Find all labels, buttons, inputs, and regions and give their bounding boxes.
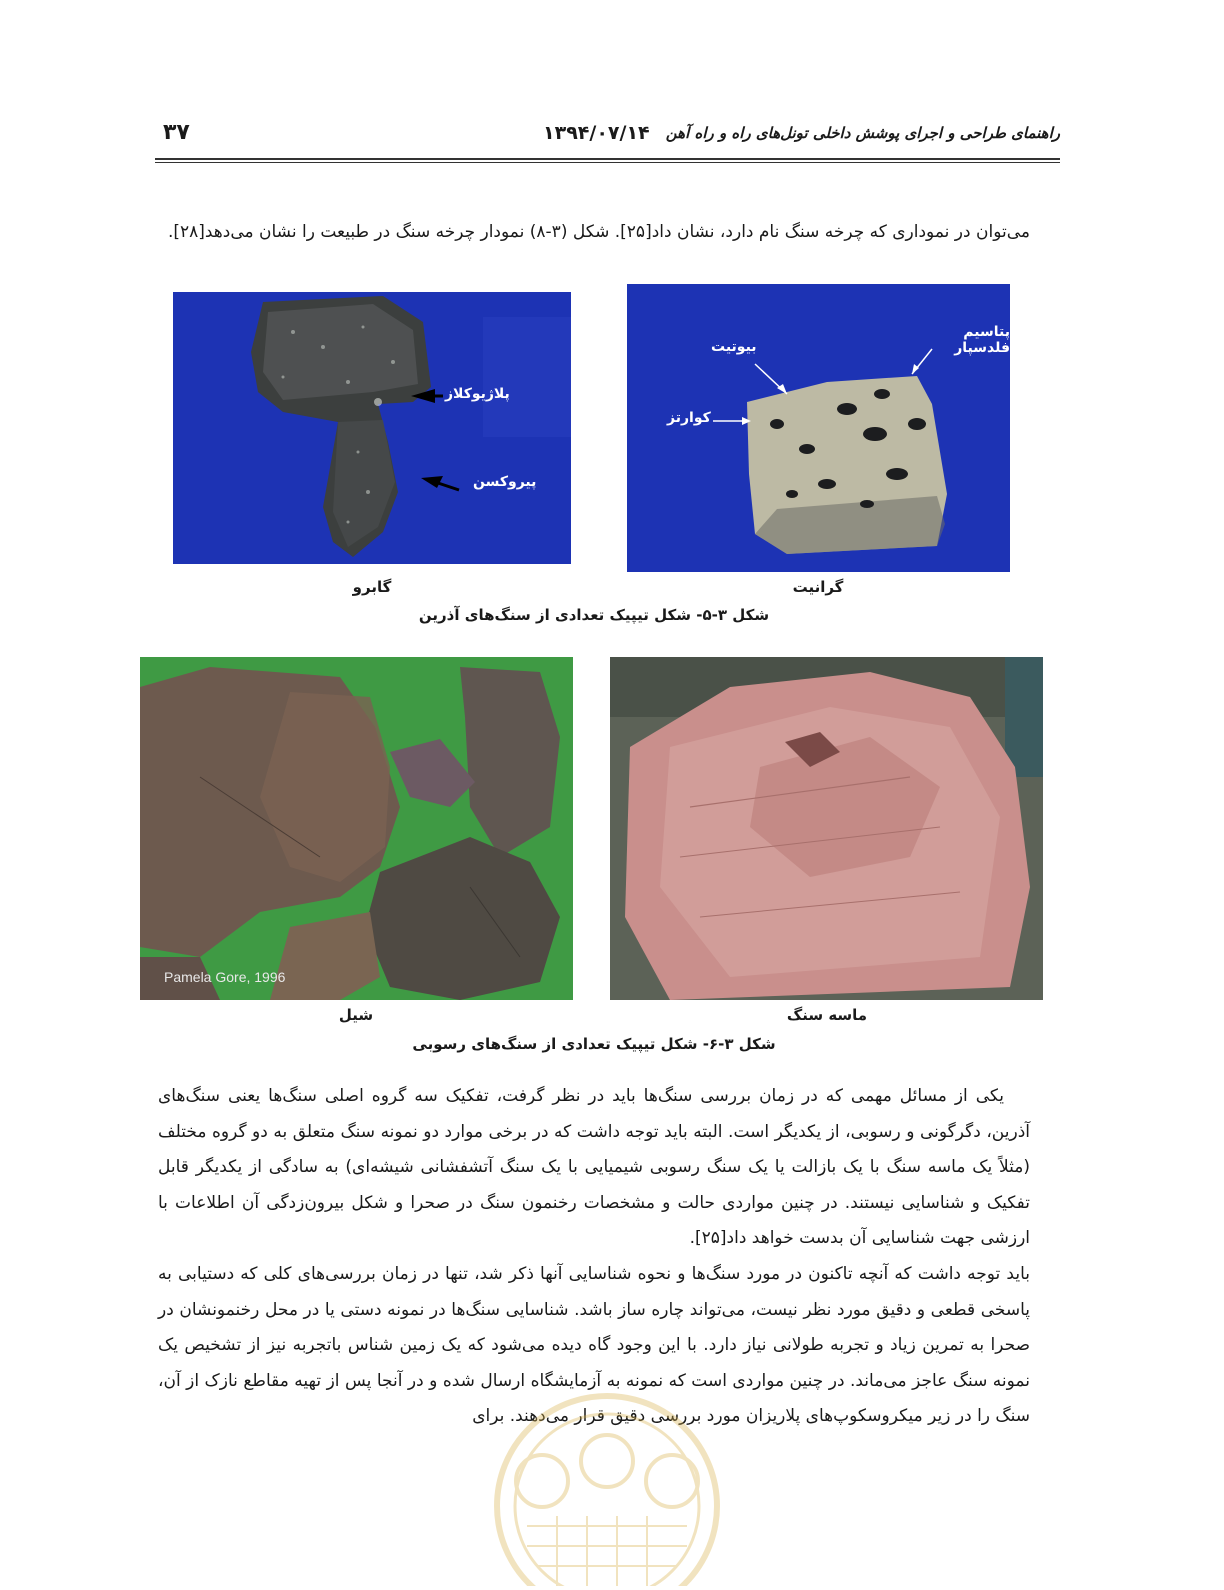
quartz-label: کوارتز bbox=[667, 410, 711, 426]
granite-label: گرانیت bbox=[792, 578, 844, 596]
sandstone-label: ماسه سنگ bbox=[786, 1006, 868, 1024]
body-paragraph-1: یکی از مسائل مهمی که در زمان بررسی سنگ‌ها باید در نظر گرفت، تفکیک سه گروه اصلی سنگ‌ها یعنی سنگ‌های آذرین، دگرگونی و رسوبی، از یکدیگر است. البته باید توجه داشت که در برخی موارد دو نمونه سنگ متعلق به دو گروه مختلف (مثلاً یک ماسه سنگ با یک بازالت یا یک سنگ رسوبی شیمیایی با یک سنگ آتشفشانی شیشه‌ای) به سادگی از یکدیگر قابل تفکیک و شناسایی نیستند. در چنین مواردی حالت و مشخصات رخنمون سنگ در صحرا و شکل بیرون‌زدگی آن اطلاعات با ارزشی جهت شناسایی آن بدست خواهد داد[۲۵]. bbox=[158, 1086, 1030, 1248]
shale-photo bbox=[140, 657, 573, 1000]
gabbro-photo bbox=[173, 292, 571, 564]
body-paragraph-2: باید توجه داشت که آنچه تاکنون در مورد سنگ‌ها و نحوه شناسایی آنها ذکر شد، تنها در زمان بررسی‌های کلی که دستیابی به پاسخی قطعی و دقیق مورد نظر نیست، می‌تواند چاره ساز باشد. شناسایی سنگ‌ها در نمونه دستی یا در محل رخنمونشان در صحرا به تمرین زیاد و تجربه طولانی نیاز دارد. با این وجود گاه دیده می‌شود که یک زمین شناس باتجربه نیز از تشخیص یک نمونه سنگ عاجز می‌ماند. در چنین مواردی است که نمونه به آزمایشگاه ارسال شده و در آنجا پس از تهیه مقاطع نازک از آن، سنگ را در زیر میکروسکوپ‌های پلاریزان مورد بررسی دقیق قرار می‌دهند. برای bbox=[158, 1264, 1030, 1426]
potassium-feldspar-label: پتاسیم فلدسپار bbox=[954, 324, 1010, 356]
shale-label: شیل bbox=[338, 1006, 374, 1024]
header-rule bbox=[155, 158, 1060, 160]
page-header bbox=[155, 118, 1060, 158]
photo-credit: Pamela Gore, 1996 bbox=[164, 969, 286, 985]
plagioclase-label: پلاژیوکلاز bbox=[445, 386, 510, 402]
header-rule-thin bbox=[155, 162, 1060, 163]
watermark-seal bbox=[487, 1386, 727, 1586]
granite-photo bbox=[627, 284, 1010, 572]
figure-3-6-caption: شکل ۳-۶- شکل تیپیک تعدادی از سنگ‌های رسوبی bbox=[412, 1035, 776, 1053]
header-date: ۱۳۹۴/۰۷/۱۴ bbox=[543, 122, 650, 144]
figure-3-5-caption: شکل ۳-۵- شکل تیپیک تعدادی از سنگ‌های آذرین bbox=[418, 606, 770, 624]
gabbro-label: گابرو bbox=[352, 578, 392, 596]
header-title: راهنمای طراحی و اجرای پوشش داخلی تونل‌های راه و راه آهن bbox=[665, 124, 1060, 142]
intro-paragraph: می‌توان در نموداری که چرخه سنگ نام دارد، نشان داد[۲۵]. شکل (۳-۸) نمودار چرخه سنگ در طبیعت را نشان می‌دهد[۲۸]. bbox=[167, 222, 1030, 242]
page-number: ۳۷ bbox=[163, 120, 190, 145]
pyroxene-label: پیروکسن bbox=[473, 474, 537, 490]
sandstone-photo bbox=[610, 657, 1043, 1000]
biotite-label: بیوتیت bbox=[711, 339, 757, 355]
